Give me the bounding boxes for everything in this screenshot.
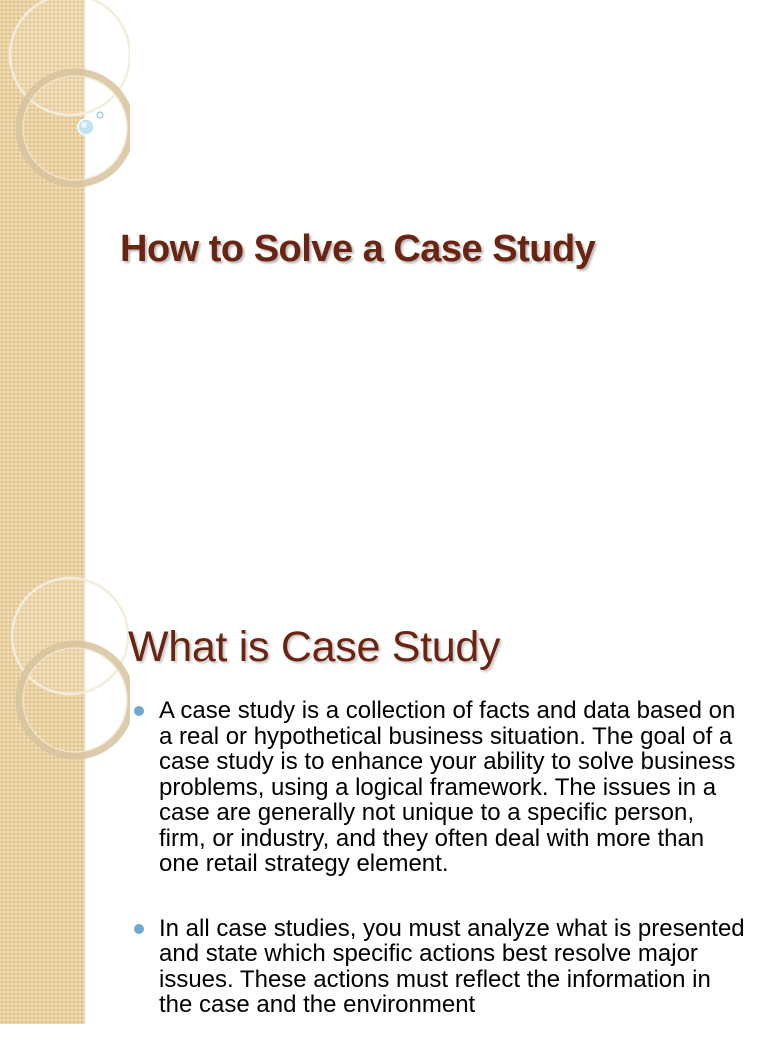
bullet-item [134,698,746,877]
slide-title: What is Case Study [128,623,501,671]
bullet-list [134,698,746,1057]
bullet-dot-icon [134,706,144,716]
decorative-rings-icon [0,576,130,776]
bullet-text: In all case studies, you must analyze what is presented and state which specific actions best resolve major issues. These actions must reflect the information in the case and the environment [159,914,745,1018]
slide-title: How to Solve a Case Study [120,228,596,270]
bullet-item [134,916,746,1018]
decorative-rings-icon [0,0,130,200]
bullet-dot-icon [134,924,144,934]
bullet-text: A case study is a collection of facts and data based on a real or hypothetical business situation. The goal of a case study is to enhance your ability to solve business problems, using a logical framework. The issues in a case are generally not unique to a specific person, firm, or industry, and they often deal with more than one retail strategy element. [159,697,736,877]
